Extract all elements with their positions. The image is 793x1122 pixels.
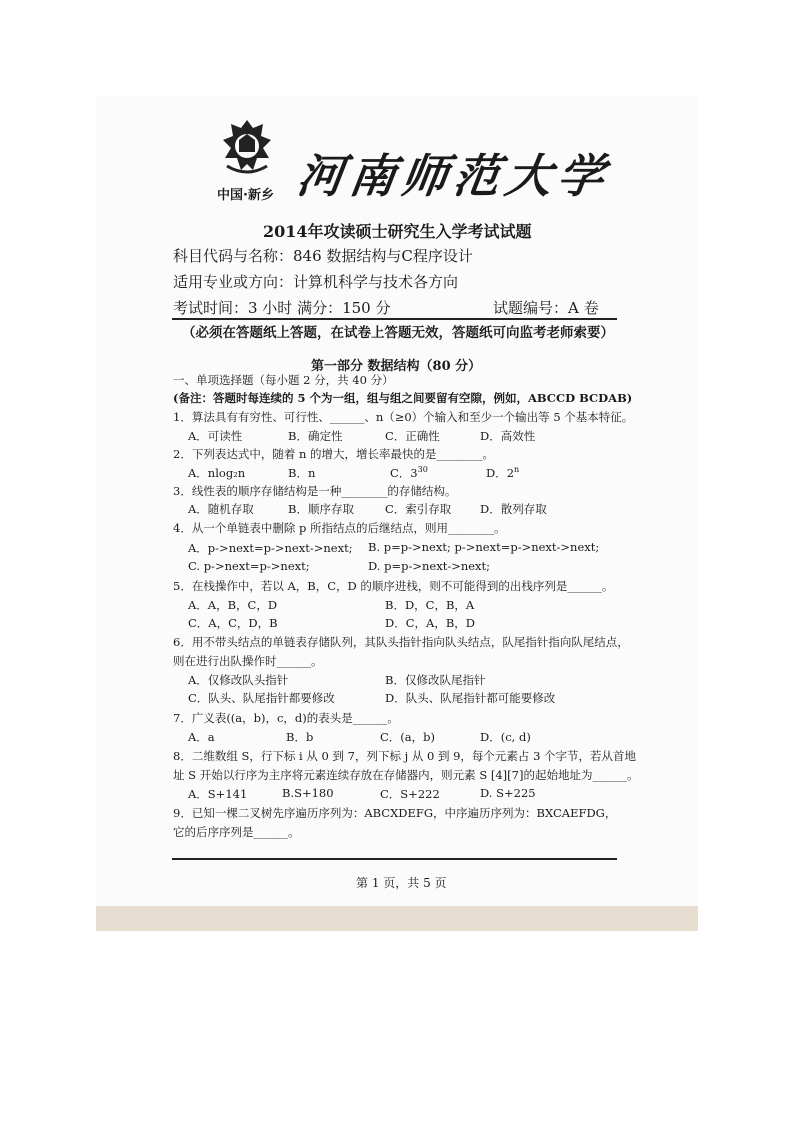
q8-option-a: A．S+141 bbox=[188, 787, 248, 801]
q8-option-c: C．S+222 bbox=[380, 787, 440, 801]
q4-option-d: D. p=p->next->next; bbox=[368, 559, 491, 573]
q6-option-b: B．仅修改队尾指针 bbox=[385, 673, 486, 687]
q7-option-c: C．(a，b) bbox=[380, 730, 435, 744]
q6-option-d: D．队头、队尾指针都可能要修改 bbox=[385, 691, 556, 705]
q5-option-b: B．D，C，B，A bbox=[385, 598, 475, 612]
question-9: 9．已知一棵二叉树先序遍历序列为：ABCXDEFG，中序遍历序列为：BXCAEFDG， bbox=[173, 806, 617, 820]
q1-option-d: D．高效性 bbox=[480, 429, 536, 443]
question-3: 3．线性表的顺序存储结构是一种________的存储结构。 bbox=[173, 484, 457, 498]
city-label: 中国·新乡 bbox=[217, 188, 274, 203]
time-line: 考试时间：3 小时 满分：150 分 bbox=[173, 299, 391, 317]
exam-title: 2014年攻读硕士研究生入学考试试题 bbox=[263, 222, 532, 241]
q5-option-a: A．A，B，C，D bbox=[188, 598, 278, 612]
question-1: 1．算法具有有穷性、可行性、______、n（≥0）个输入和至少一个输出等 5 个基本特征。 bbox=[173, 410, 634, 424]
q4-option-b: B. p=p->next; p->next=p->next->next; bbox=[368, 540, 600, 554]
question-7: 7．广义表((a，b)，c，d)的表头是______。 bbox=[173, 711, 399, 725]
question-6: 6．用不带头结点的单链表存储队列，其队头指针指向队头结点，队尾指针指向队尾结点， bbox=[173, 635, 629, 649]
answer-note: （必须在答题纸上答题，在试卷上答题无效，答题纸可向监考老师索要） bbox=[182, 325, 614, 341]
q1-option-a: A．可读性 bbox=[188, 429, 243, 443]
q5-option-d: D．C，A，B，D bbox=[385, 616, 475, 630]
section-title: 一、单项选择题（每小题 2 分，共 40 分） bbox=[173, 373, 394, 387]
q2-option-c-base: C．3 bbox=[390, 466, 418, 480]
q1-option-c: C．正确性 bbox=[385, 429, 440, 443]
page-number: 第 1 页，共 5 页 bbox=[356, 876, 447, 890]
q5-option-c: C．A，C，D，B bbox=[188, 616, 278, 630]
q3-option-a: A．随机存取 bbox=[188, 502, 254, 516]
paper-id: 试题编号：A 卷 bbox=[493, 299, 599, 317]
q2-option-b: B．n bbox=[288, 466, 316, 480]
q3-option-d: D．散列存取 bbox=[480, 502, 547, 516]
question-8-line-2: 址 S 开始以行序为主序将元素连续存放在存储器内，则元素 S [4][7]的起始地址为______。 bbox=[173, 768, 639, 782]
question-9-line-2: 它的后序序列是______。 bbox=[173, 825, 300, 839]
major-line: 适用专业或方向：计算机科学与技术各方向 bbox=[173, 273, 459, 291]
question-4: 4．从一个单链表中删除 p 所指结点的后继结点，则用________。 bbox=[173, 521, 506, 535]
q2-option-c-exponent: 30 bbox=[417, 465, 428, 475]
q2-option-d bbox=[486, 465, 519, 481]
q2-option-d-exponent: n bbox=[514, 465, 520, 475]
section-note: (备注：答题时每连续的 5 个为一组，组与组之间要留有空隙，例如，ABCCD BCDAB) bbox=[173, 391, 633, 405]
q7-option-d: D．(c, d) bbox=[480, 730, 531, 744]
q7-option-a: A．a bbox=[188, 730, 215, 744]
question-6-line-2: 则在进行出队操作时______。 bbox=[173, 654, 323, 668]
bottom-band bbox=[96, 906, 698, 931]
q7-option-b: B．b bbox=[286, 730, 314, 744]
university-name: 河南师范大学 bbox=[293, 149, 614, 203]
header-divider bbox=[172, 318, 617, 320]
q8-option-b: B.S+180 bbox=[282, 786, 334, 800]
q2-option-d-base: D．2 bbox=[486, 466, 515, 480]
q6-option-a: A．仅修改队头指针 bbox=[188, 673, 289, 687]
part-title: 第一部分 数据结构（80 分） bbox=[311, 359, 482, 374]
footer-divider bbox=[172, 858, 617, 860]
q2-option-c bbox=[390, 465, 428, 481]
q3-option-c: C．索引存取 bbox=[385, 502, 452, 516]
university-seal-icon bbox=[217, 116, 277, 182]
q2-option-a: A．nlog₂n bbox=[188, 466, 246, 480]
q4-option-a: A．p->next=p->next->next; bbox=[188, 541, 353, 555]
question-5: 5．在栈操作中，若以 A，B，C，D 的顺序进栈，则不可能得到的出栈序列是______。 bbox=[173, 579, 614, 593]
question-8: 8．二维数组 S，行下标 i 从 0 到 7，列下标 j 从 0 到 9，每个元素占 3 个字节，若从首地 bbox=[173, 749, 637, 763]
subject-line: 科目代码与名称：846 数据结构与C程序设计 bbox=[173, 247, 473, 265]
question-2: 2．下列表达式中，随着 n 的增大，增长率最快的是________。 bbox=[173, 447, 495, 461]
q6-option-c: C．队头、队尾指针都要修改 bbox=[188, 691, 335, 705]
q8-option-d: D. S+225 bbox=[480, 786, 536, 800]
q3-option-b: B．顺序存取 bbox=[288, 502, 354, 516]
q1-option-b: B．确定性 bbox=[288, 429, 343, 443]
q4-option-c: C. p->next=p->next; bbox=[188, 559, 310, 573]
